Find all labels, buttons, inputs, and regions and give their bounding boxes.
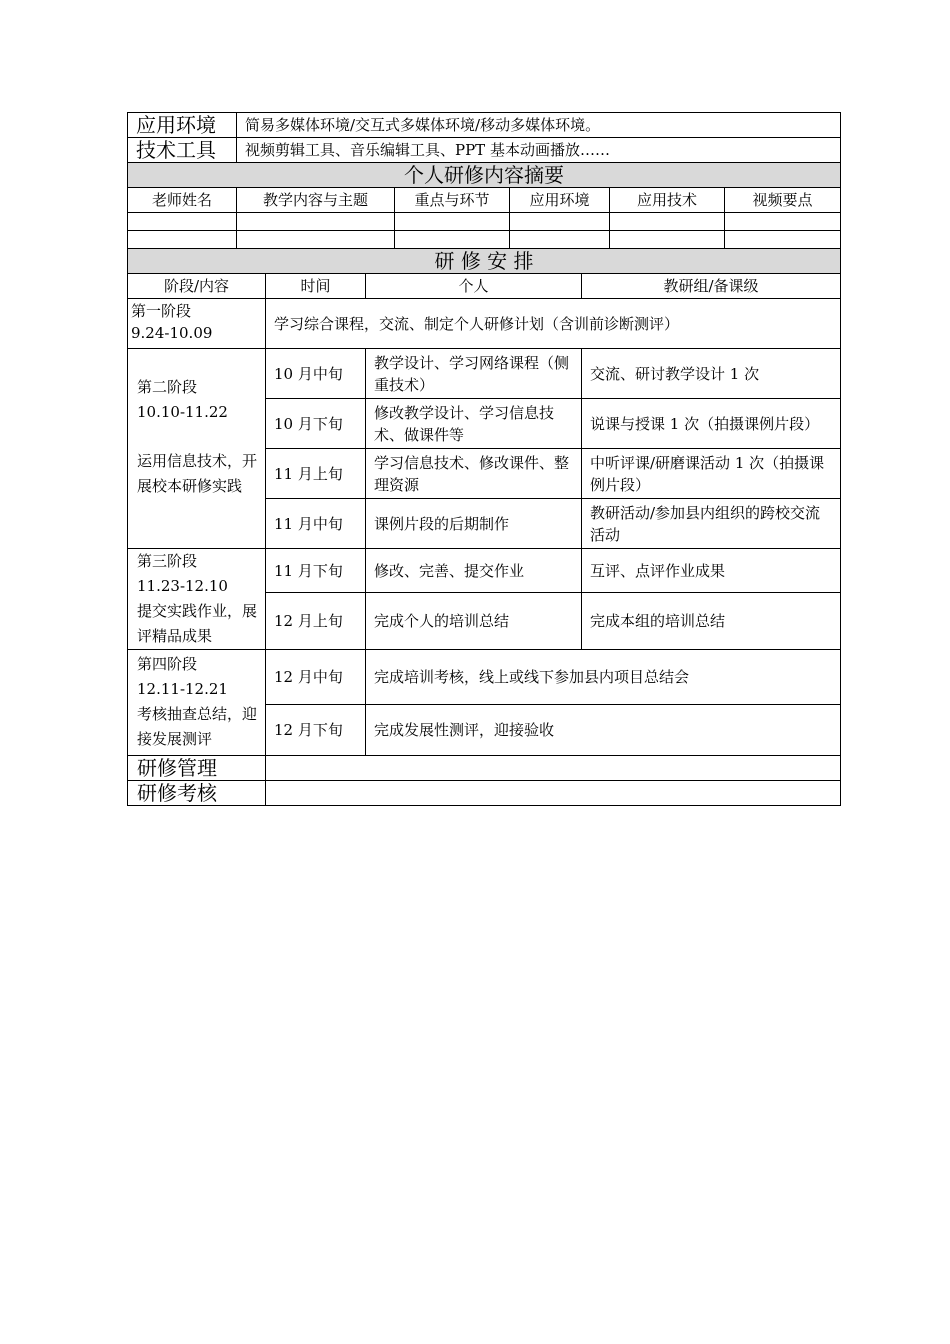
time-cell: 11 月中旬 xyxy=(266,499,366,549)
blank-cell[interactable] xyxy=(237,213,395,231)
tool-label: 技术工具 xyxy=(128,138,237,163)
env-label: 应用环境 xyxy=(128,113,237,138)
environment-tools-table xyxy=(127,112,841,163)
personal-cell: 学习信息技术、修改课件、整理资源 xyxy=(366,449,582,499)
col-personal: 个人 xyxy=(366,274,582,299)
schedule-title: 研 修 安 排 xyxy=(128,249,841,274)
group-cell: 中听评课/研磨课活动 1 次（拍摄课例片段） xyxy=(582,449,841,499)
blank-cell[interactable] xyxy=(128,213,237,231)
time-cell: 10 月下旬 xyxy=(266,399,366,449)
stage4-cell xyxy=(128,650,266,756)
content-cell: 完成培训考核，线上或线下参加县内项目总结会 xyxy=(366,650,841,705)
group-cell: 交流、研讨教学设计 1 次 xyxy=(582,349,841,399)
blank-cell[interactable] xyxy=(725,231,841,249)
management-value[interactable] xyxy=(266,756,841,781)
group-cell: 完成本组的培训总结 xyxy=(582,593,841,650)
time-cell: 12 月上旬 xyxy=(266,593,366,650)
col-teacher-name: 老师姓名 xyxy=(128,188,237,213)
stage1-content: 学习综合课程，交流、制定个人研修计划（含训前诊断测评） xyxy=(266,299,841,349)
col-group: 教研组/备课级 xyxy=(582,274,841,299)
tool-row xyxy=(128,138,841,163)
stage1-dates: 9.24-10.09 xyxy=(131,324,213,342)
blank-cell[interactable] xyxy=(725,213,841,231)
content-cell: 完成发展性测评，迎接验收 xyxy=(366,705,841,756)
time-cell: 12 月下旬 xyxy=(266,705,366,756)
col-teaching-content: 教学内容与主题 xyxy=(237,188,395,213)
col-environment: 应用环境 xyxy=(510,188,610,213)
schedule-table xyxy=(127,248,841,806)
stage2-name: 第二阶段 xyxy=(137,378,198,396)
blank-cell[interactable] xyxy=(610,213,725,231)
stage1-row xyxy=(128,299,841,349)
tool-value: 视频剪辑工具、音乐编辑工具、PPT 基本动画播放…… xyxy=(237,138,841,163)
group-cell: 互评、点评作业成果 xyxy=(582,549,841,593)
blank-cell[interactable] xyxy=(237,231,395,249)
time-cell: 11 月上旬 xyxy=(266,449,366,499)
env-row xyxy=(128,113,841,138)
col-technology: 应用技术 xyxy=(610,188,725,213)
assessment-label: 研修考核 xyxy=(128,781,266,806)
personal-cell: 修改教学设计、学习信息技术、做课件等 xyxy=(366,399,582,449)
assessment-row xyxy=(128,781,841,806)
assessment-value[interactable] xyxy=(266,781,841,806)
time-cell: 11 月下旬 xyxy=(266,549,366,593)
blank-cell[interactable] xyxy=(610,231,725,249)
stage3-row xyxy=(128,549,841,593)
stage3-name: 第三阶段 xyxy=(137,552,198,570)
stage2-cell xyxy=(128,349,266,549)
management-label: 研修管理 xyxy=(128,756,266,781)
plan-document xyxy=(127,112,840,806)
stage3-desc: 提交实践作业，展评精品成果 xyxy=(137,602,258,645)
summary-title: 个人研修内容摘要 xyxy=(128,163,841,188)
personal-cell: 修改、完善、提交作业 xyxy=(366,549,582,593)
blank-cell[interactable] xyxy=(395,213,510,231)
stage1-name: 第一阶段 xyxy=(131,302,192,320)
env-value: 简易多媒体环境/交互式多媒体环境/移动多媒体环境。 xyxy=(237,113,841,138)
time-cell: 10 月中旬 xyxy=(266,349,366,399)
management-row xyxy=(128,756,841,781)
personal-cell: 教学设计、学习网络课程（侧重技术） xyxy=(366,349,582,399)
summary-blank-row xyxy=(128,231,841,249)
stage1-cell xyxy=(128,299,266,349)
group-cell: 教研活动/参加县内组织的跨校交流活动 xyxy=(582,499,841,549)
col-video-points: 视频要点 xyxy=(725,188,841,213)
stage2-desc: 运用信息技术，开展校本研修实践 xyxy=(137,452,258,495)
summary-header-row xyxy=(128,188,841,213)
summary-blank-row xyxy=(128,213,841,231)
blank-cell[interactable] xyxy=(510,213,610,231)
schedule-header-row xyxy=(128,274,841,299)
blank-cell[interactable] xyxy=(395,231,510,249)
col-key-points: 重点与环节 xyxy=(395,188,510,213)
col-stage: 阶段/内容 xyxy=(128,274,266,299)
blank-cell[interactable] xyxy=(510,231,610,249)
stage4-row xyxy=(128,650,841,705)
stage2-row xyxy=(128,349,841,399)
personal-cell: 课例片段的后期制作 xyxy=(366,499,582,549)
stage3-cell xyxy=(128,549,266,650)
time-cell: 12 月中旬 xyxy=(266,650,366,705)
blank-cell[interactable] xyxy=(128,231,237,249)
stage2-dates: 10.10-11.22 xyxy=(137,403,228,421)
stage4-name: 第四阶段 xyxy=(137,655,198,673)
stage4-dates: 12.11-12.21 xyxy=(137,680,228,698)
col-time: 时间 xyxy=(266,274,366,299)
stage4-desc: 考核抽查总结，迎接发展测评 xyxy=(137,705,258,748)
stage3-dates: 11.23-12.10 xyxy=(137,577,228,595)
group-cell: 说课与授课 1 次（拍摄课例片段） xyxy=(582,399,841,449)
summary-table xyxy=(127,162,841,249)
personal-cell: 完成个人的培训总结 xyxy=(366,593,582,650)
